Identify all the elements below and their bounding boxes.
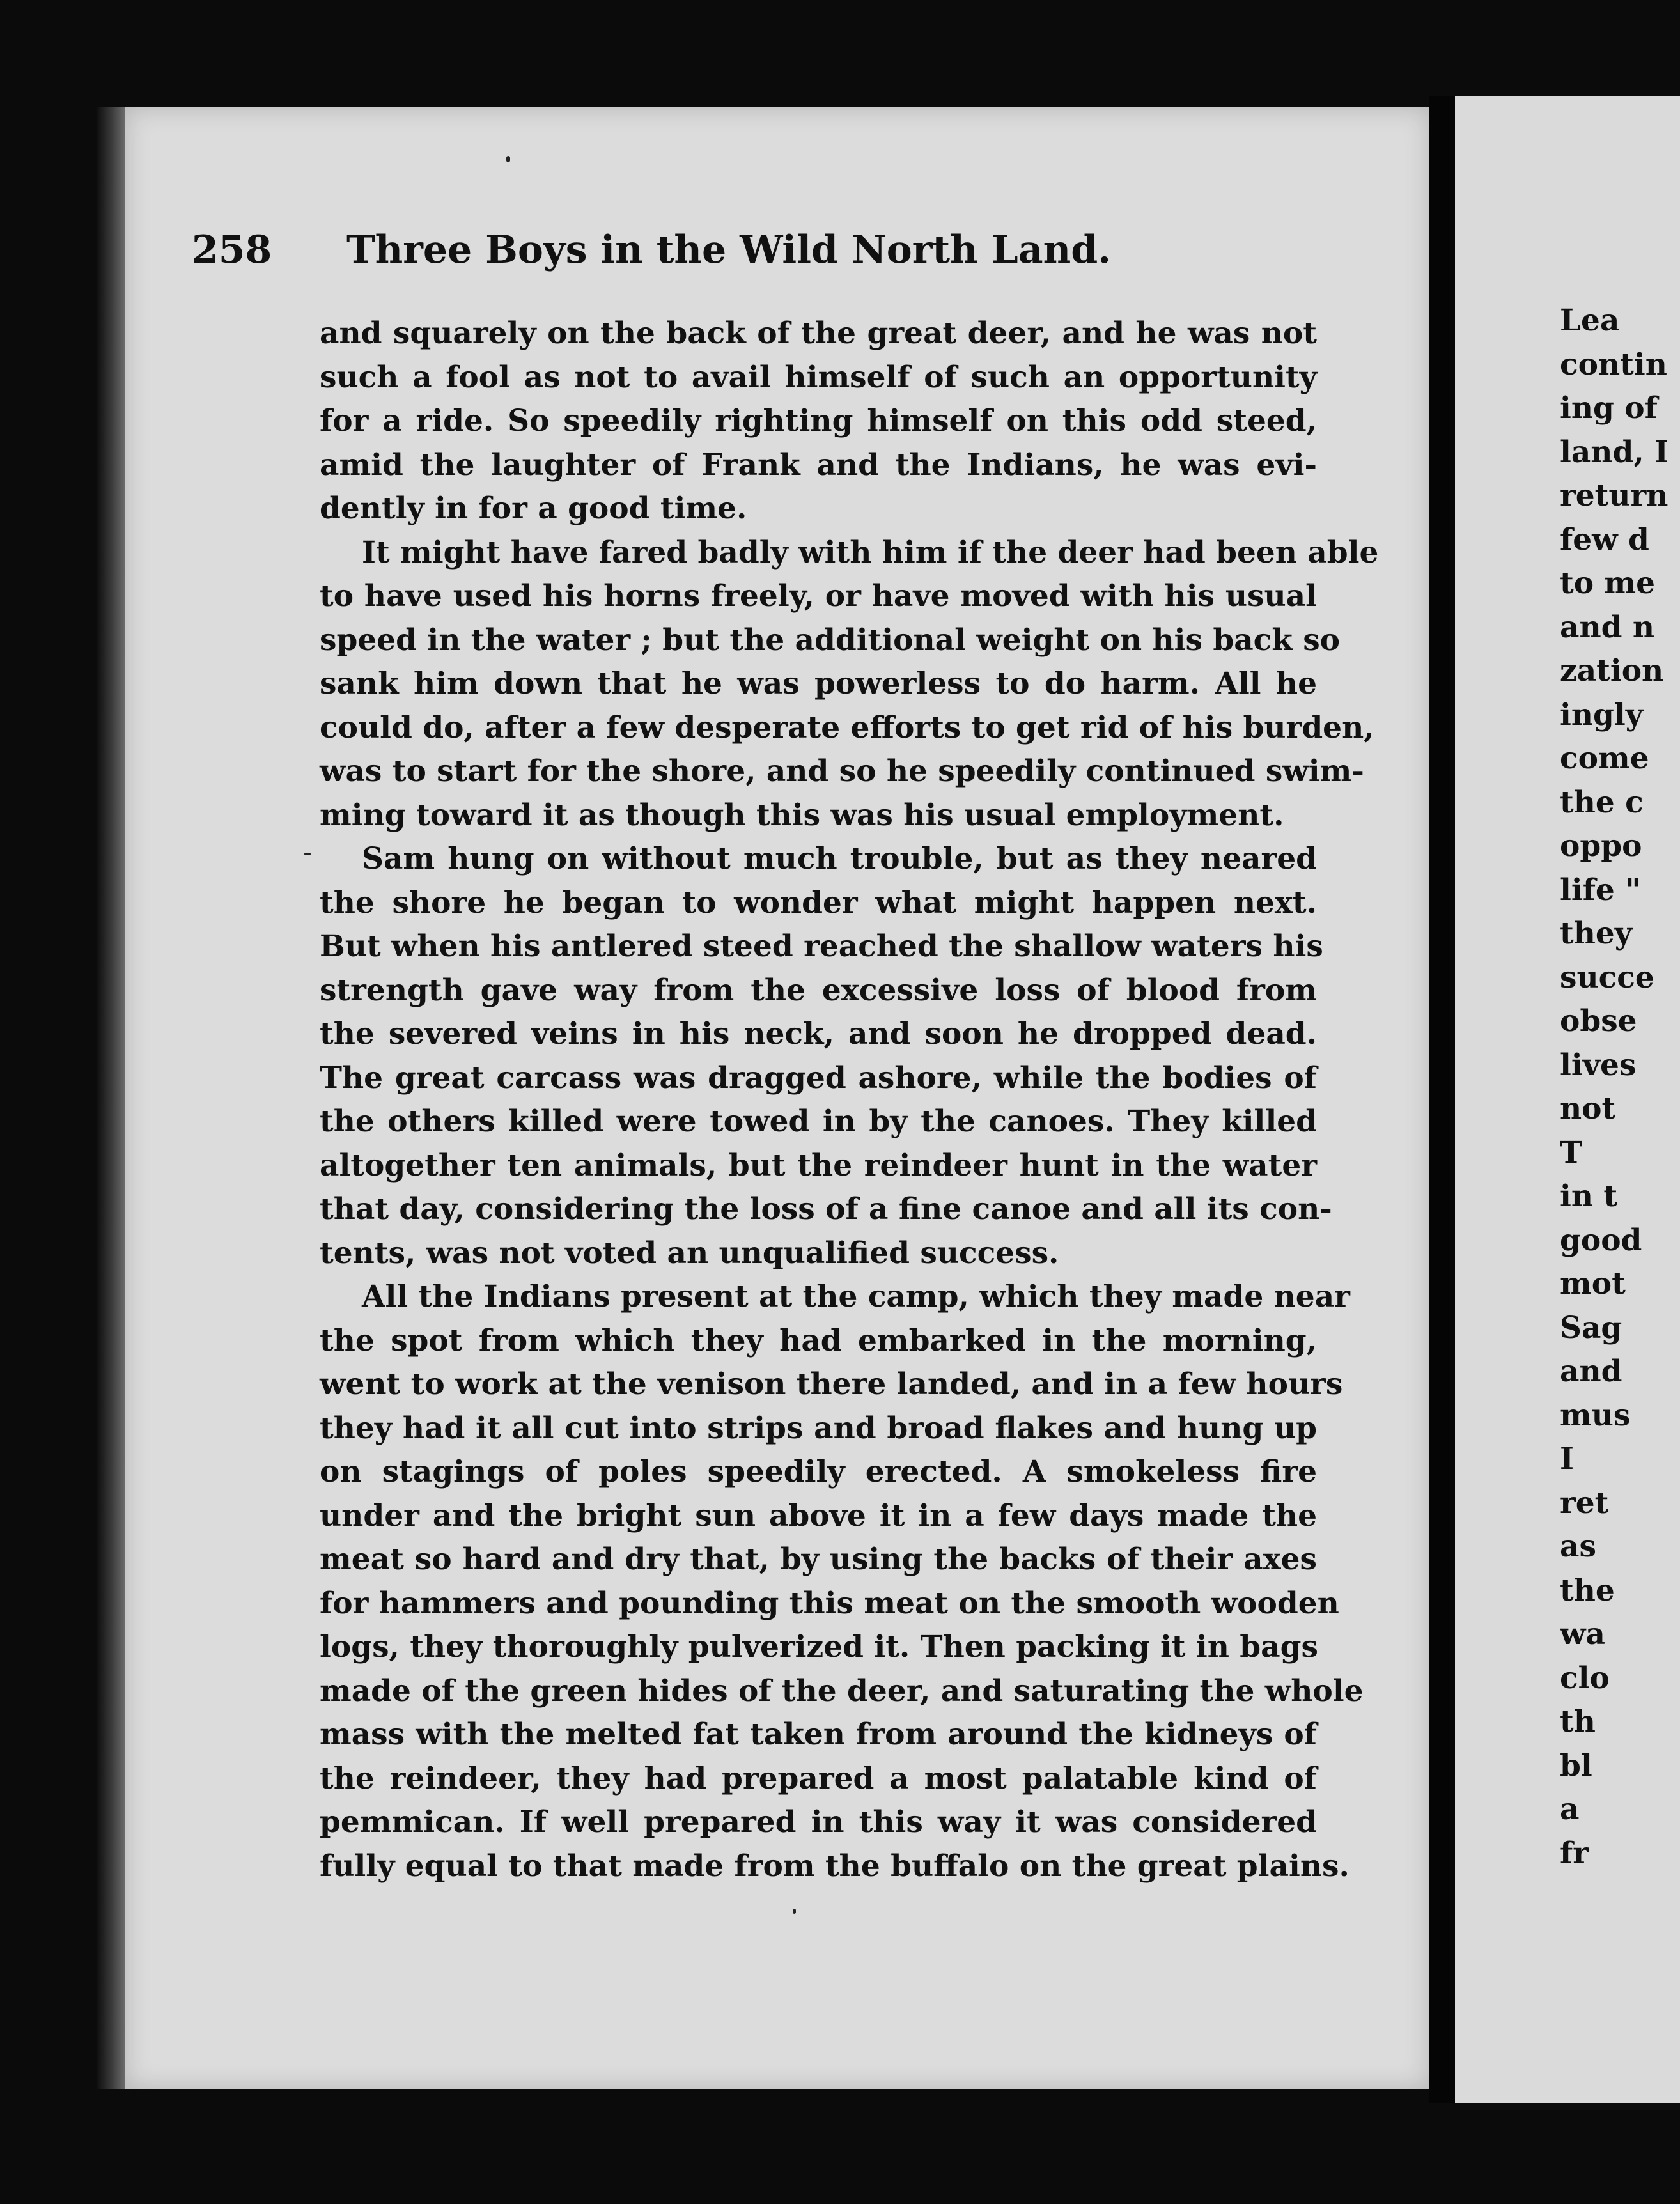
text-line: that day, considering the loss of a fine canoe and all its con- <box>320 1191 1332 1227</box>
body-text <box>320 312 1379 1888</box>
facing-page-line: Lea <box>1560 303 1620 338</box>
paragraph <box>320 531 1379 838</box>
facing-page-text <box>1560 299 1680 1875</box>
text-line: was to start for the shore, and so he speedily continued swim- <box>320 754 1364 789</box>
facing-page-line: come <box>1560 741 1649 776</box>
paragraph <box>320 312 1317 531</box>
text-line: the spot from which they had embarked in the morning, <box>320 1323 1317 1358</box>
facing-page-line: succe <box>1560 959 1654 995</box>
text-line: All the Indians present at the camp, which they made near <box>362 1279 1350 1314</box>
text-line: and squarely on the back of the great deer, and he was not <box>320 316 1317 351</box>
facing-page-line: a <box>1560 1792 1580 1827</box>
running-head <box>192 228 1215 285</box>
text-line: Sam hung on without much trouble, but as they neared <box>362 841 1317 876</box>
facing-page-line: land, I <box>1560 434 1669 470</box>
text-line: logs, they thoroughly pulverized it. Then packing it in bags <box>320 1629 1318 1665</box>
text-line: made of the green hides of the deer, and saturating the whole <box>320 1673 1364 1709</box>
page-speck <box>793 1909 796 1914</box>
text-line: ming toward it as though this was his usual employment. <box>320 797 1284 833</box>
facing-page-line: ret <box>1560 1485 1609 1521</box>
paragraph <box>320 837 1332 1275</box>
facing-page-line: in t <box>1560 1179 1618 1214</box>
text-line: The great carcass was dragged ashore, while the bodies of <box>320 1060 1317 1096</box>
text-line: amid the laughter of Frank and the Indians, he was evi- <box>320 447 1317 483</box>
text-line: the others killed were towed in by the canoes. They killed <box>320 1104 1317 1139</box>
page-speck <box>304 853 311 855</box>
facing-page-line: I <box>1560 1441 1574 1477</box>
facing-page-line: oppo <box>1560 828 1642 864</box>
text-line: under and the bright sun above it in a few days made the <box>320 1498 1317 1533</box>
facing-page-line: wa <box>1560 1617 1605 1652</box>
text-line: the reindeer, they had prepared a most palatable kind of <box>320 1760 1317 1796</box>
text-line: meat so hard and dry that, by using the backs of their axes <box>320 1542 1317 1577</box>
text-line: for hammers and pounding this meat on the smooth wooden <box>320 1585 1339 1621</box>
facing-page-line: return <box>1560 478 1668 513</box>
book-gutter <box>1429 96 1455 2103</box>
text-line: went to work at the venison there landed, and in a few hours <box>320 1367 1343 1402</box>
text-line: mass with the melted fat taken from around the kidneys of <box>320 1717 1317 1752</box>
facing-page-line: clo <box>1560 1660 1610 1696</box>
text-line: the severed veins in his neck, and soon he dropped dead. <box>320 1016 1317 1052</box>
text-line: such a fool as not to avail himself of such an opportunity <box>320 359 1317 395</box>
text-line: could do, after a few desperate efforts to get rid of his burden, <box>320 710 1374 745</box>
text-line: on stagings of poles speedily erected. A smokeless fire <box>320 1454 1317 1489</box>
facing-page-line: few d <box>1560 522 1649 557</box>
facing-page-line: zation <box>1560 653 1664 688</box>
facing-page-line: contin <box>1560 346 1667 382</box>
facing-page-line: life " <box>1560 872 1641 908</box>
facing-page-line: as <box>1560 1529 1596 1564</box>
text-line: fully equal to that made from the buffalo on the great plains. <box>320 1848 1349 1884</box>
text-line: to have used his horns freely, or have moved with his usual <box>320 578 1317 614</box>
text-line: the shore he began to wonder what might happen next. <box>320 885 1317 920</box>
facing-page-line: not <box>1560 1091 1616 1126</box>
facing-page-line: ingly <box>1560 697 1644 733</box>
facing-page-line: th <box>1560 1704 1596 1739</box>
text-line: they had it all cut into strips and broad flakes and hung up <box>320 1410 1317 1446</box>
text-line: dently in for a good time. <box>320 491 747 526</box>
text-line: for a ride. So speedily righting himself on this odd steed, <box>320 403 1317 438</box>
facing-page-line: they <box>1560 916 1633 951</box>
page-title: Three Boys in the Wild North Land. <box>346 228 1112 272</box>
text-line: sank him down that he was powerless to do harm. All he <box>320 666 1317 701</box>
facing-page-line: and <box>1560 1354 1622 1389</box>
facing-page-line: good <box>1560 1222 1642 1258</box>
facing-page-line: to me <box>1560 566 1656 601</box>
text-line: But when his antlered steed reached the shallow waters his <box>320 929 1323 964</box>
facing-page-line: obse <box>1560 1004 1637 1039</box>
book-binding-edge <box>96 107 125 2089</box>
facing-page-line: Sag <box>1560 1310 1622 1346</box>
text-line: strength gave way from the excessive loss of blood from <box>320 972 1317 1008</box>
facing-page-line: lives <box>1560 1047 1637 1083</box>
text-line: tents, was not voted an unqualified success. <box>320 1235 1059 1271</box>
page-number: 258 <box>192 228 272 272</box>
facing-page-line: fr <box>1560 1835 1589 1871</box>
facing-page-line: ing of <box>1560 391 1658 426</box>
facing-page-line: mus <box>1560 1397 1631 1433</box>
paragraph <box>320 1275 1364 1888</box>
text-line: pemmican. If well prepared in this way it was considered <box>320 1804 1317 1840</box>
facing-page-line: the c <box>1560 784 1644 820</box>
text-line: speed in the water ; but the additional weight on his back so <box>320 622 1341 658</box>
page-speck <box>506 156 510 162</box>
facing-page-line: mot <box>1560 1266 1626 1301</box>
facing-page-line: T <box>1560 1135 1582 1170</box>
text-line: It might have fared badly with him if the deer had been able <box>362 534 1379 570</box>
facing-page-line: bl <box>1560 1748 1592 1783</box>
facing-page-line: and n <box>1560 609 1655 645</box>
text-line: altogether ten animals, but the reindeer hunt in the water <box>320 1147 1317 1183</box>
facing-page-line: the <box>1560 1572 1615 1608</box>
